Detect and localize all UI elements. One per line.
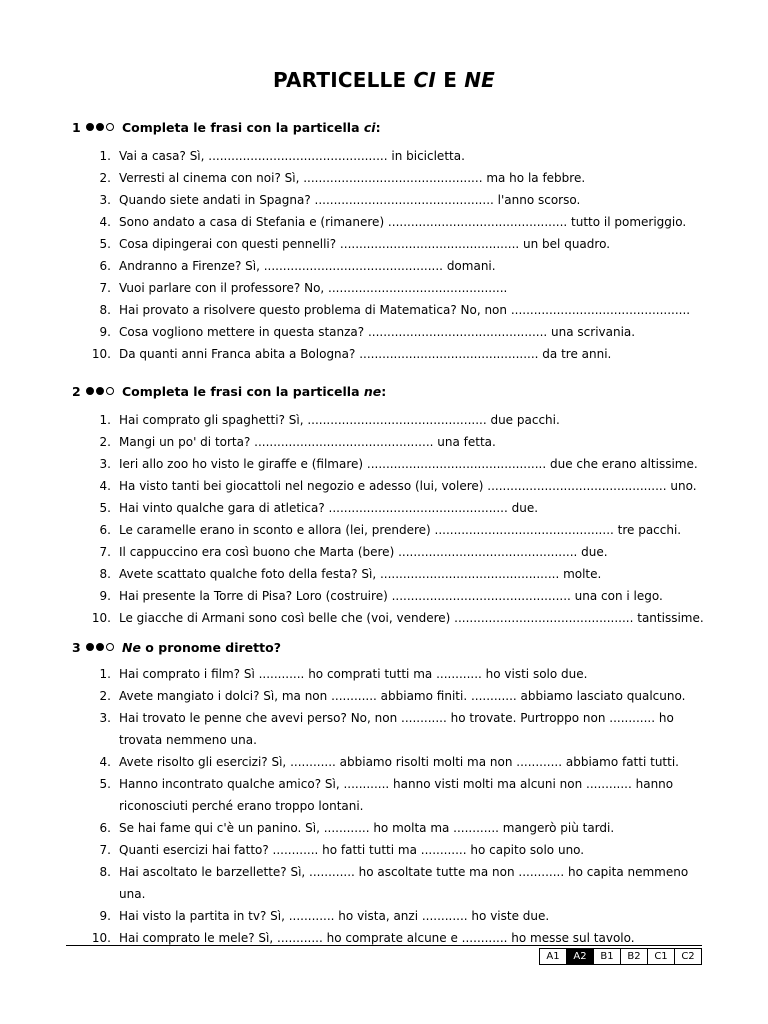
filled-dot-icon xyxy=(96,123,104,131)
item-text: Vuoi parlare con il professore? No, ............................................... xyxy=(119,281,508,295)
item-text: Hanno incontrato qualche amico? Sì, ............ hanno visti molti ma alcuni non ............ hanno riconosciuti perché erano troppo lontani. xyxy=(119,777,674,813)
difficulty-dots-icon xyxy=(86,387,116,395)
list-item xyxy=(72,563,712,585)
item-text: Le caramelle erano in sconto e allora (lei, prendere) ............................................... tre pacchi. xyxy=(119,523,682,537)
item-text: Quanti esercizi hai fatto? ............ ho fatti tutti ma ............ ho capito solo uno. xyxy=(119,843,585,857)
list-item xyxy=(72,453,712,475)
item-number: 1. xyxy=(99,413,111,427)
item-text: Mangi un po' di torta? ............................................... una fetta. xyxy=(119,435,496,449)
level-c2: C2 xyxy=(674,948,702,965)
list-item xyxy=(72,685,712,707)
list-item xyxy=(72,255,712,277)
item-text: Hai vinto qualche gara di atletica? ............................................... due. xyxy=(119,501,539,515)
item-number: 2. xyxy=(99,171,111,185)
footer-divider xyxy=(66,945,702,946)
item-number: 2. xyxy=(99,435,111,449)
exercise-instruction: Completa le frasi con la particella ci: xyxy=(122,119,381,135)
item-number: 8. xyxy=(99,865,111,879)
item-text: Vai a casa? Sì, ............................................... in bicicletta. xyxy=(119,149,465,163)
difficulty-dots-icon xyxy=(86,643,116,651)
item-number: 5. xyxy=(99,237,111,251)
item-number: 8. xyxy=(99,303,111,317)
item-text: Hai presente la Torre di Pisa? Loro (costruire) ............................................... una con i lego. xyxy=(119,589,663,603)
level-b2: B2 xyxy=(620,948,648,965)
item-number: 10. xyxy=(91,611,111,625)
item-text: Hai trovato le penne che avevi perso? No, non ............ ho trovate. Purtroppo non ............ ho trovata nemmeno una. xyxy=(119,711,674,747)
item-text: Hai visto la partita in tv? Sì, ............ ho vista, anzi ............ ho viste due. xyxy=(119,909,550,923)
item-number: 5. xyxy=(99,777,111,791)
item-number: 9. xyxy=(99,589,111,603)
item-text: Le giacche di Armani sono così belle che (voi, vendere) ............................................... tantissime. xyxy=(119,611,704,625)
item-number: 7. xyxy=(99,281,111,295)
item-number: 3. xyxy=(99,193,111,207)
item-text: Sono andato a casa di Stefania e (rimanere) ............................................... tutto il pomeriggio. xyxy=(119,215,687,229)
exercise-instruction: Completa le frasi con la particella ne: xyxy=(122,383,387,399)
filled-dot-icon xyxy=(96,387,104,395)
item-number: 7. xyxy=(99,843,111,857)
list-item xyxy=(72,541,712,563)
list-item xyxy=(72,145,712,167)
item-number: 10. xyxy=(91,931,111,945)
empty-dot-icon xyxy=(106,387,114,395)
item-text: Andranno a Firenze? Sì, ............................................... domani. xyxy=(119,259,496,273)
filled-dot-icon xyxy=(86,387,94,395)
item-number: 3. xyxy=(99,711,111,725)
level-a1: A1 xyxy=(539,948,567,965)
item-number: 6. xyxy=(99,259,111,273)
exercise-heading xyxy=(72,637,712,657)
item-number: 5. xyxy=(99,501,111,515)
item-text: Hai provato a risolvere questo problema di Matematica? No, non ............................................... xyxy=(119,303,691,317)
list-item xyxy=(72,167,712,189)
item-text: Avete scattato qualche foto della festa? Sì, ............................................... molte. xyxy=(119,567,602,581)
item-text: Il cappuccino era così buono che Marta (bere) ............................................... due. xyxy=(119,545,608,559)
list-item xyxy=(72,409,712,431)
exercise-list xyxy=(72,663,712,949)
item-text: Verresti al cinema con noi? Sì, ............................................... ma ho la febbre. xyxy=(119,171,586,185)
item-number: 9. xyxy=(99,909,111,923)
item-text: Cosa vogliono mettere in questa stanza? ............................................... una scrivania. xyxy=(119,325,636,339)
exercise-number: 3 xyxy=(72,639,81,655)
item-number: 1. xyxy=(99,149,111,163)
item-text: Ha visto tanti bei giocattoli nel negozio e adesso (lui, volere) ............................................... uno. xyxy=(119,479,697,493)
empty-dot-icon xyxy=(106,643,114,651)
filled-dot-icon xyxy=(86,123,94,131)
exercise-1 xyxy=(72,117,712,365)
exercise-list xyxy=(72,409,712,629)
item-number: 3. xyxy=(99,457,111,471)
list-item xyxy=(72,707,712,751)
list-item xyxy=(72,343,712,365)
item-text: Avete mangiato i dolci? Sì, ma non ............ abbiamo finiti. ............ abbiamo lasciato qualcuno. xyxy=(119,689,686,703)
level-indicator xyxy=(540,948,702,965)
exercise-instruction: Ne o pronome diretto? xyxy=(122,639,281,655)
exercise-2 xyxy=(72,381,712,629)
item-text: Se hai fame qui c'è un panino. Sì, ............ ho molta ma ............ mangerò più tardi. xyxy=(119,821,615,835)
list-item xyxy=(72,861,712,905)
list-item xyxy=(72,189,712,211)
item-number: 4. xyxy=(99,215,111,229)
list-item xyxy=(72,321,712,343)
level-a2: A2 xyxy=(566,948,594,965)
item-text: Quando siete andati in Spagna? ............................................... l'anno scorso. xyxy=(119,193,581,207)
list-item xyxy=(72,431,712,453)
list-item xyxy=(72,519,712,541)
level-b1: B1 xyxy=(593,948,621,965)
item-text: Da quanti anni Franca abita a Bologna? ............................................... da tre anni. xyxy=(119,347,612,361)
item-text: Hai comprato le mele? Sì, ............ ho comprate alcune e ............ ho messe sul tavolo. xyxy=(119,931,635,945)
list-item xyxy=(72,663,712,685)
difficulty-dots-icon xyxy=(86,123,116,131)
list-item xyxy=(72,773,712,817)
item-number: 4. xyxy=(99,479,111,493)
page-title: PARTICELLE CI E NE xyxy=(272,68,496,92)
item-number: 6. xyxy=(99,821,111,835)
item-number: 9. xyxy=(99,325,111,339)
level-c1: C1 xyxy=(647,948,675,965)
exercise-number: 2 xyxy=(72,383,81,399)
exercise-number: 1 xyxy=(72,119,81,135)
item-text: Hai ascoltato le barzellette? Sì, ............ ho ascoltate tutte ma non ............ ho capita nemmeno una. xyxy=(119,865,689,901)
item-number: 8. xyxy=(99,567,111,581)
empty-dot-icon xyxy=(106,123,114,131)
list-item xyxy=(72,585,712,607)
list-item xyxy=(72,607,712,629)
item-text: Avete risolto gli esercizi? Sì, ............ abbiamo risolti molti ma non ............ abbiamo fatti tutti. xyxy=(119,755,679,769)
list-item xyxy=(72,211,712,233)
item-text: Hai comprato i film? Sì ............ ho comprati tutti ma ............ ho visti solo due. xyxy=(119,667,588,681)
item-number: 7. xyxy=(99,545,111,559)
list-item xyxy=(72,817,712,839)
item-number: 4. xyxy=(99,755,111,769)
item-number: 6. xyxy=(99,523,111,537)
list-item xyxy=(72,299,712,321)
item-text: Ieri allo zoo ho visto le giraffe e (filmare) ............................................... due che erano altissime. xyxy=(119,457,698,471)
item-number: 1. xyxy=(99,667,111,681)
list-item xyxy=(72,277,712,299)
item-text: Hai comprato gli spaghetti? Sì, ............................................... due pacchi. xyxy=(119,413,560,427)
list-item xyxy=(72,233,712,255)
exercise-heading xyxy=(72,381,712,401)
filled-dot-icon xyxy=(96,643,104,651)
list-item xyxy=(72,497,712,519)
list-item xyxy=(72,905,712,927)
item-text: Cosa dipingerai con questi pennelli? ............................................... un bel quadro. xyxy=(119,237,611,251)
exercise-3 xyxy=(72,637,712,949)
exercise-heading xyxy=(72,117,712,137)
filled-dot-icon xyxy=(86,643,94,651)
exercise-list xyxy=(72,145,712,365)
list-item xyxy=(72,839,712,861)
item-number: 10. xyxy=(91,347,111,361)
list-item xyxy=(72,475,712,497)
list-item xyxy=(72,751,712,773)
item-number: 2. xyxy=(99,689,111,703)
